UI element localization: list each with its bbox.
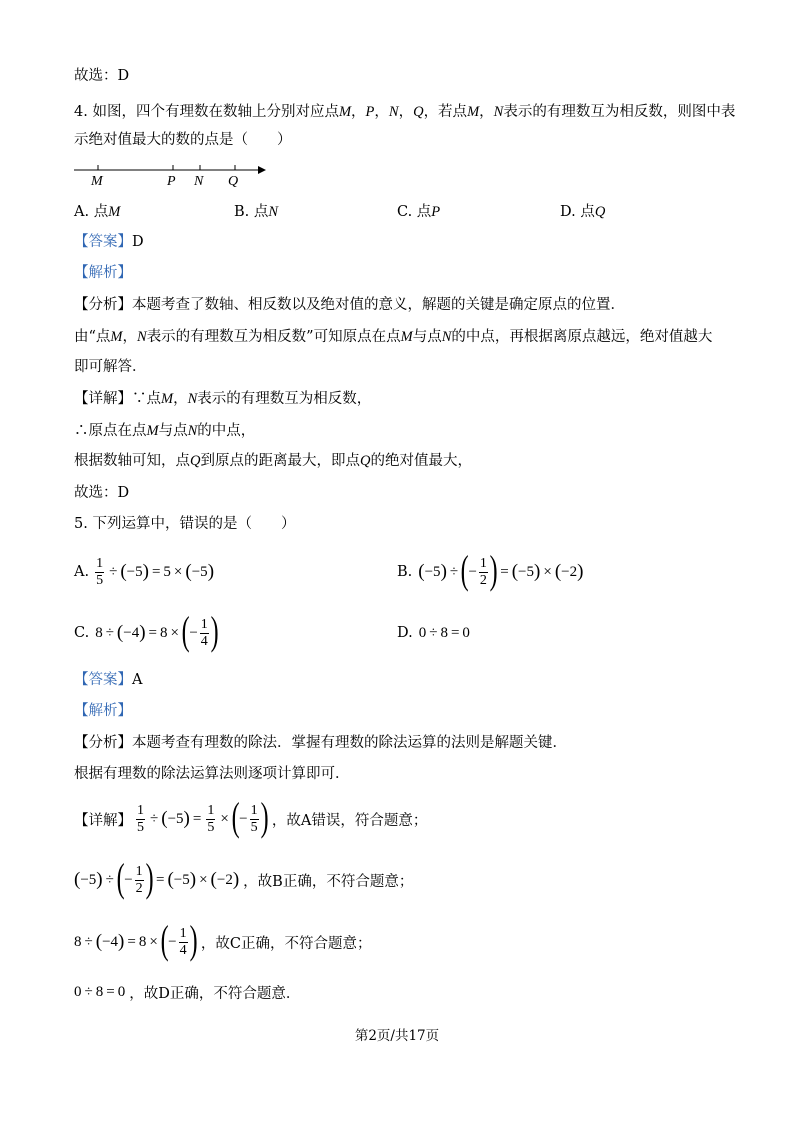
point-label-q: Q (228, 174, 239, 189)
answer-line-4: 故选：D (74, 485, 130, 501)
detail-4-line-3: 根据数轴可知，点Q到原点的距离最大，即点Q的绝对值最大， (74, 453, 472, 469)
analysis-5-heading: 【解析】 (74, 703, 132, 719)
point-label-n: N (194, 174, 204, 189)
point-label-m: M (91, 174, 103, 189)
detail-5-c: 8 ÷ ( −4 ) = 8 × ( − $\frac{1}{4}$ ) ，故C正确，不符合题意； (74, 917, 372, 962)
detail-5-a: 【详解】 $\frac{1}{5}$ ÷ ( −5 ) = $\frac{1}{5}$ × ( − $\frac{1}{5}$ ) ，故A错误，符合题意； (74, 794, 428, 839)
question-5: 5. 下列运算中，错误的是（ ） (74, 516, 296, 532)
number-line-figure (72, 158, 272, 190)
q5-option-c: C. 8 ÷ ( −4 ) = 8 × ( − $\frac{1}{4}$ ) (74, 608, 219, 653)
analysis-4-line-1: 【分析】本题考查了数轴、相反数以及绝对值的意义，解题的关键是确定原点的位置． (74, 297, 625, 313)
q5-option-a: A. $\frac{1}{5}$ ÷ ( −5 ) = 5 × ( −5 ) (74, 555, 215, 588)
q5-option-d: D. 0 ÷ 8 = 0 (397, 624, 470, 641)
detail-4-line-2: ∴原点在点M与点N的中点， (74, 423, 256, 439)
analysis-4-line-2: 由“点M，N表示的有理数互为相反数”可知原点在点M与点N的中点，再根据离原点越远，绝对值越大 (74, 329, 713, 345)
option-a: A. 点M (74, 204, 121, 220)
answer-5: 【答案】A (74, 672, 143, 688)
question-4-line-1: 4. 如图，四个有理数在数轴上分别对应点M，P，N，Q，若点M，N表示的有理数互为相反数，则图中表 (74, 104, 736, 120)
option-d: D. 点Q (560, 204, 606, 220)
analysis-5-line-2: 根据有理数的除法运算法则逐项计算即可． (74, 766, 350, 782)
detail-5-d: 0 ÷ 8 = 0 ，故D正确，不符合题意． (74, 983, 301, 1002)
answer-4: 【答案】D (74, 234, 144, 250)
q5-option-b: B. ( −5 ) ÷ ( − $\frac{1}{2}$ ) = ( −5 ) × ( −2 ) (397, 547, 584, 592)
page-footer: 第2页/共17页 (354, 1028, 440, 1044)
option-b: B. 点N (234, 204, 279, 220)
point-label-p: P (167, 174, 176, 189)
option-c: C. 点P (397, 204, 441, 220)
analysis-5-line-1: 【分析】本题考查有理数的除法．掌握有理数的除法运算的法则是解题关键． (74, 735, 567, 751)
detail-5-b: ( −5 ) ÷ ( − $\frac{1}{2}$ ) = ( −5 ) × ( −2 ) ，故B正确，不符合题意； (74, 855, 414, 900)
question-4-line-2: 示绝对值最大的数的点是（ ） (74, 132, 292, 148)
analysis-4-line-3: 即可解答． (74, 359, 147, 375)
answer-line: 故选：D (74, 68, 130, 84)
analysis-4-heading: 【解析】 (74, 265, 132, 281)
detail-4-line-1: 【详解】∵点M，N表示的有理数互为相反数， (74, 391, 372, 407)
